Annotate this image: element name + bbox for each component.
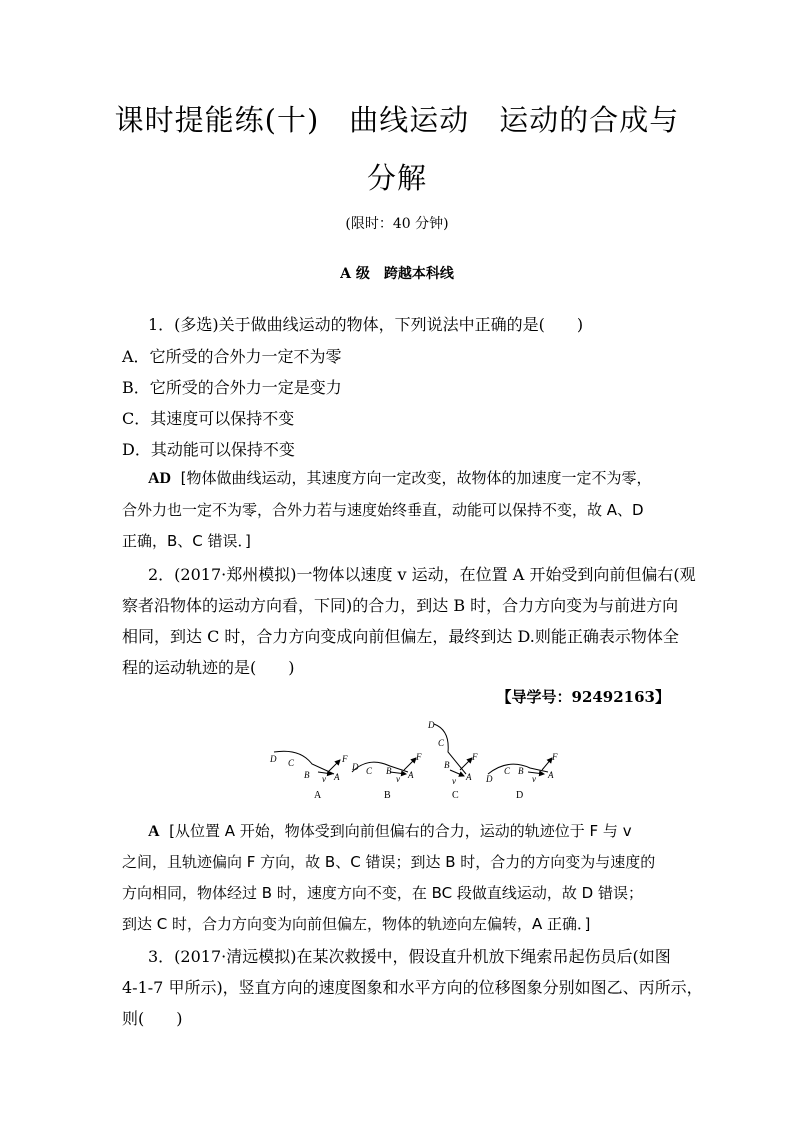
q2-answer-line-4: 到达 C 时，合力方向变为向前但偏左，物体的轨迹向左偏转，A 正确．] [122, 915, 591, 933]
section-heading: A 级 跨越本科线 [340, 266, 454, 282]
label-b-3: B [444, 760, 450, 770]
q1-option-d: D．其动能可以保持不变 [122, 440, 295, 459]
label-c-1: C [288, 758, 295, 768]
label-f-1: F [342, 754, 348, 764]
page-title-line-2: 分解 [366, 161, 427, 195]
label-f-4: F [552, 752, 558, 762]
trajectory-c [434, 724, 466, 774]
panel-label-a: A [314, 790, 322, 801]
label-b-1: B [304, 770, 310, 780]
label-a-2: A [408, 770, 414, 780]
q2-line-3: 相同，到达 C 时，合力方向变成向前但偏左，最终到达 D.则能正确表示物体全 [122, 627, 679, 646]
label-d-4: D [486, 774, 493, 784]
q1-answer-label: AD [148, 470, 172, 487]
label-a-3: A [466, 772, 472, 782]
q1-option-a: A．它所受的合外力一定不为零 [122, 347, 342, 366]
q2-answer-line-2: 之间，且轨迹偏向 F 方向，故 B、C 错误；到达 B 时，合力的方向变为与速度的 [122, 853, 656, 871]
label-a-4: A [548, 770, 554, 780]
time-limit: (限时：40 分钟) [345, 216, 449, 232]
q2-answer-label: A [148, 823, 160, 840]
label-c-2: C [366, 766, 373, 776]
label-b-4: B [518, 766, 524, 776]
label-v-2: v [396, 774, 400, 784]
label-d-2: D [352, 762, 359, 772]
q1-stem: 1．(多选)关于做曲线运动的物体，下列说法中正确的是( ) [148, 315, 584, 334]
trajectory-figure [260, 712, 560, 802]
trajectory-b [352, 762, 408, 772]
q2-answer-line-1: A [从位置 A 开始，物体受到向前但偏右的合力，运动的轨迹位于 F 与 v [148, 822, 632, 840]
label-c-4: C [504, 766, 511, 776]
label-d-1: D [270, 754, 277, 764]
q2-line-4: 程的运动轨迹的是( ) [122, 658, 295, 677]
label-c-3: C [438, 738, 445, 748]
q1-option-b: B．它所受的合外力一定是变力 [122, 378, 342, 397]
q3-line-3: 则( ) [122, 1009, 183, 1028]
q2-answer-line-3: 方向相同，物体经过 B 时，速度方向不变，在 BC 段做直线运动，故 D 错误； [122, 884, 643, 902]
label-a-1: A [334, 772, 340, 782]
label-f-3: F [472, 752, 478, 762]
q2-line-1: 2．(2017·郑州模拟)一物体以速度 v 运动，在位置 A 开始受到向前但偏右(观 [148, 565, 696, 584]
label-v-3: v [452, 776, 456, 786]
q3-line-2: 4-1-7 甲所示)，竖直方向的速度图象和水平方向的位移图象分别如图乙、丙所示， [122, 978, 703, 997]
q3-line-1: 3．(2017·清远模拟)在某次救援中，假设直升机放下绳索吊起伤员后(如图 [148, 947, 671, 966]
label-d-3: D [428, 720, 435, 730]
q1-option-c: C．其速度可以保持不变 [122, 409, 295, 428]
q2-line-2: 察者沿物体的运动方向看，下同)的合力，到达 B 时，合力方向变为与前进方向 [122, 596, 679, 615]
panel-label-b: B [384, 790, 391, 801]
panel-label-d: D [516, 790, 524, 801]
q1-answer-line-2: 合外力也一定不为零，合外力若与速度始终垂直，动能可以保持不变，故 A、D [122, 501, 644, 519]
page-title-line-1: 课时提能练(十) 曲线运动 运动的合成与 [114, 103, 680, 137]
label-f-2: F [416, 752, 422, 762]
panel-label-c: C [452, 790, 459, 801]
guide-number: 【导学号：92492163】 [496, 688, 670, 706]
label-b-2: B [386, 766, 392, 776]
q1-answer-line-1: AD [物体做曲线运动，其速度方向一定改变，故物体的加速度一定不为零， [148, 469, 652, 487]
label-v-4: v [532, 774, 536, 784]
label-v-1: v [322, 774, 326, 784]
q1-answer-line-3: 正确，B、C 错误．] [122, 532, 251, 550]
